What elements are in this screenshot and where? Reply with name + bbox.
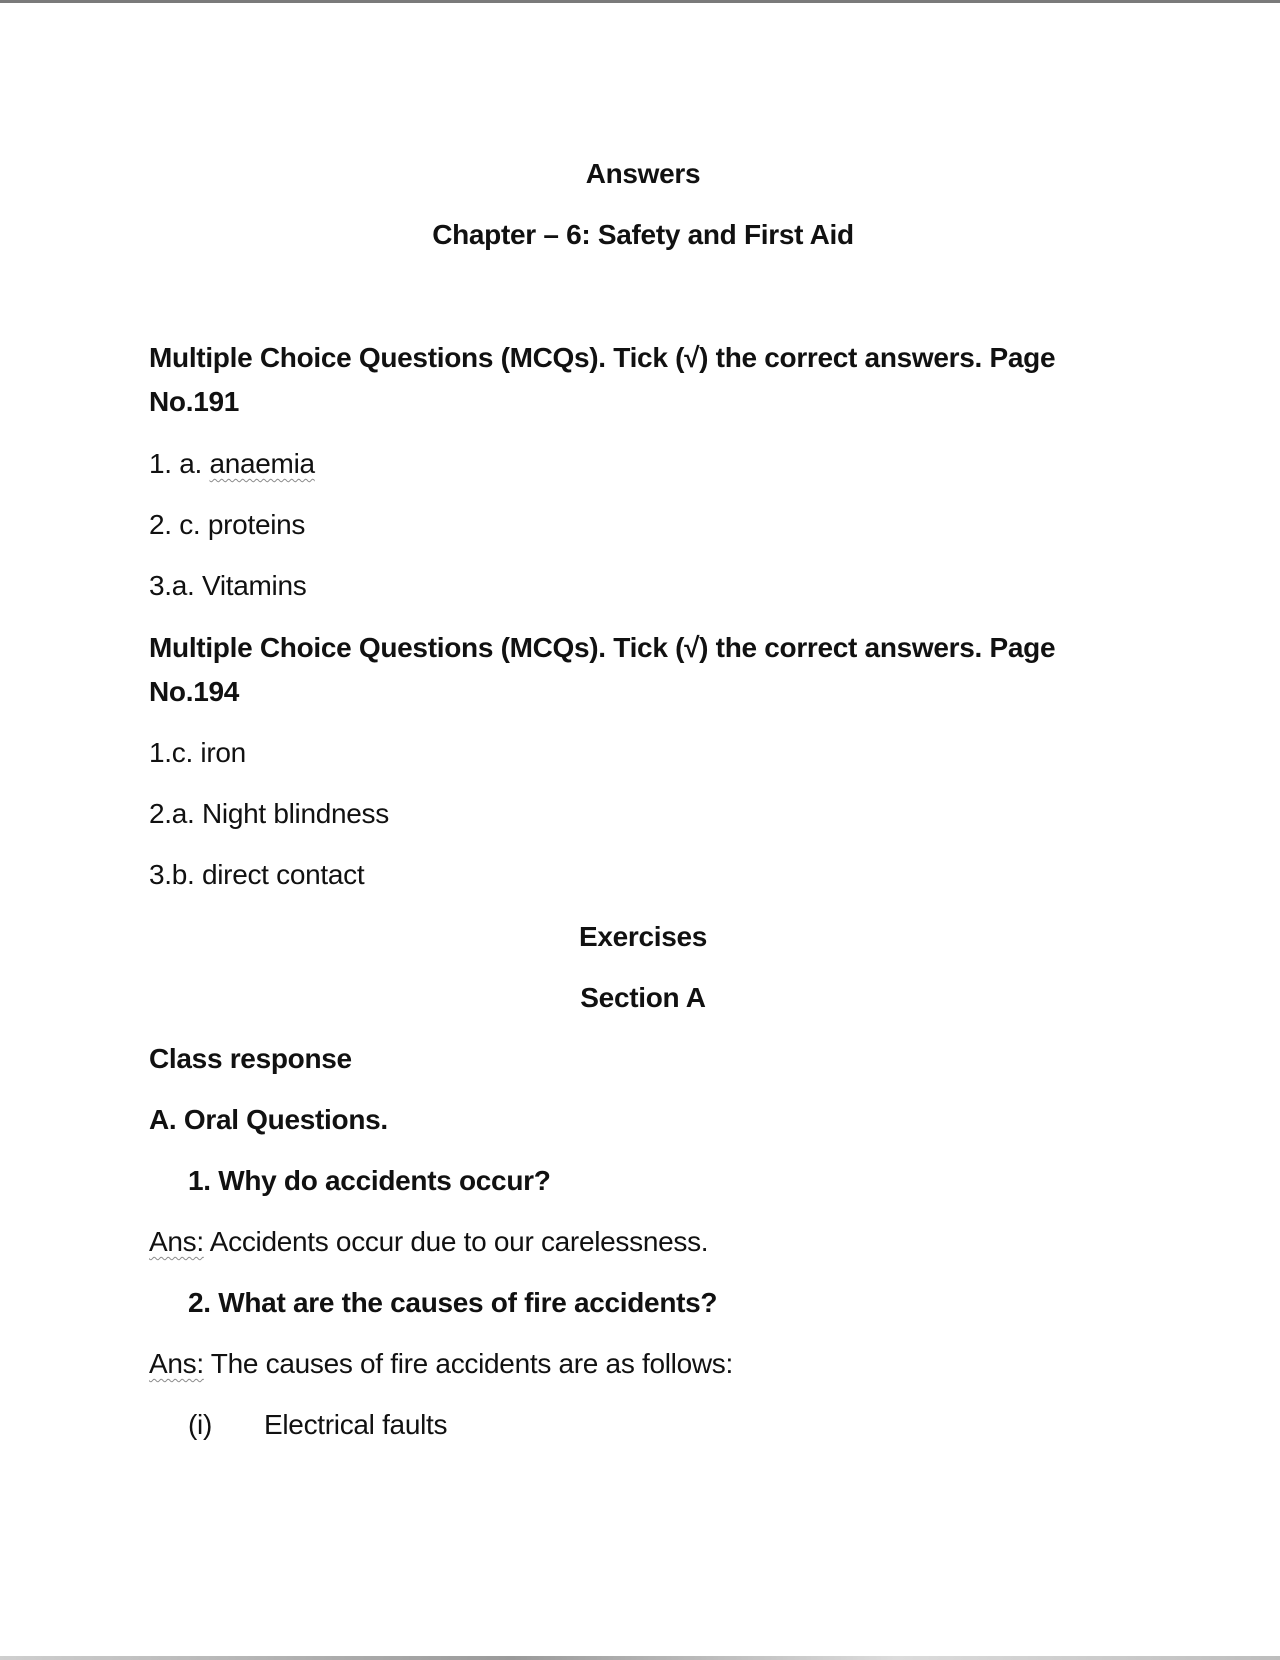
class-response-heading: Class response: [149, 1043, 352, 1074]
question-1: 1. Why do accidents occur?: [188, 1165, 551, 1196]
mcq-191-answer-1: 1. a. anaemia: [149, 448, 315, 479]
cause-item: Electrical faults: [264, 1409, 448, 1440]
mcq-194-answer-2: 2.a. Night blindness: [149, 798, 389, 829]
exercises-heading: Exercises: [578, 921, 708, 952]
page-title: Answers: [585, 158, 701, 189]
spellcheck-word: anaemia: [209, 448, 315, 479]
chapter-title: Chapter – 6: Safety and First Aid: [432, 219, 854, 250]
mcq-194-answer-1: 1.c. iron: [149, 737, 246, 768]
section-heading: Section A: [580, 982, 706, 1013]
mcq-194-heading-page: No.194: [149, 676, 240, 707]
answer-1: Ans: Accidents occur due to our carelessness.: [149, 1226, 709, 1257]
mcq-191-answer-3: 3.a. Vitamins: [149, 570, 307, 601]
ans-label: Ans:: [149, 1226, 204, 1257]
answer-2: Ans: The causes of fire accidents are as follows:: [149, 1348, 733, 1379]
ans-label: Ans:: [149, 1348, 204, 1379]
mcq-191-heading: Multiple Choice Questions (MCQs). Tick (√) the correct answers. Page: [149, 342, 1056, 373]
oral-questions-heading: A. Oral Questions.: [149, 1104, 388, 1135]
question-2: 2. What are the causes of fire accidents?: [188, 1287, 718, 1318]
cause-roman-numeral: (i): [188, 1409, 212, 1440]
mcq-191-heading-page: No.191: [149, 386, 240, 417]
mcq-191-answer-2: 2. c. proteins: [149, 509, 306, 540]
mcq-194-answer-3: 3.b. direct contact: [149, 859, 365, 890]
mcq-194-heading: Multiple Choice Questions (MCQs). Tick (√) the correct answers. Page: [149, 632, 1056, 663]
